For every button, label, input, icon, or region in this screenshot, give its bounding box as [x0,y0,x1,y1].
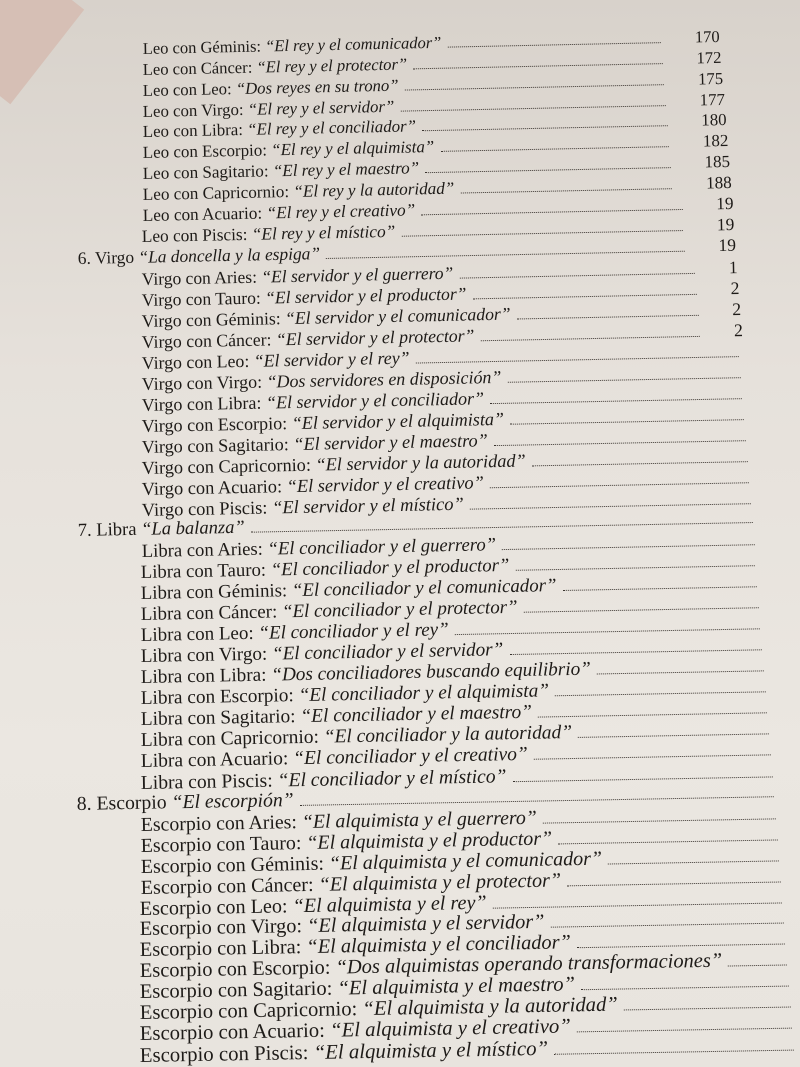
toc-entry-quote: “El conciliador y el servidor” [272,639,504,665]
toc-entry-lead: Virgo con Piscis: [141,497,268,520]
dot-leader [404,84,664,90]
toc-entry-lead: Libra con Capricornio: [140,726,320,751]
toc-entry-lead: Virgo con Virgo: [141,371,263,394]
toc-entry-quote: “El alquimista y el rey” [292,891,488,917]
toc-page-number: 175 [697,68,724,89]
dot-leader [581,986,789,991]
toc-entry-lead: Libra con Virgo: [140,643,268,668]
toc-entry-quote: “El conciliador y la autoridad” [323,721,573,748]
toc-page-number: 182 [702,131,729,151]
dot-leader [597,670,764,674]
toc-entry-quote: “El conciliador y el creativo” [292,743,528,770]
dot-leader [555,691,765,696]
toc-entry-lead: Leo con Piscis: [142,225,249,247]
toc-entry-quote: “El conciliador y el maestro” [300,701,533,728]
toc-page-number: 188 [705,173,732,193]
toc-entry-lead: Escorpio con Acuario: [139,1019,326,1046]
dot-leader [413,63,662,69]
toc-entry-lead: Libra con Leo: [140,623,255,647]
toc-entry-lead: Leo con Sagitario: [142,161,269,184]
dot-leader [326,251,685,259]
dot-leader [516,566,756,572]
toc-entry-quote: “El rey y la autoridad” [292,178,455,202]
toc-entry-quote: “El alquimista y el protector” [317,869,561,896]
dot-leader [473,294,697,300]
dot-leader [517,315,699,320]
toc-entry-quote: “El alquimista y el servidor” [307,911,546,938]
toc-entry-quote: “El servidor y el protector” [275,325,475,350]
toc-entry-lead: Libra con Tauro: [141,559,267,584]
toc-entry-lead: Virgo con Leo: [141,350,250,373]
toc-entry-quote: “El servidor y el conciliador” [265,388,485,413]
toc-entry-lead: Virgo con Sagitario: [141,433,289,457]
toc-entry-quote: “El alquimista y el guerrero” [301,806,537,833]
toc-entry-quote: “El conciliador y el productor” [270,555,510,581]
toc-page-number: 19 [717,215,735,235]
toc-entry-quote: “El rey y el alquimista” [270,137,435,160]
toc-entry-quote: “El alquimista y el creativo” [329,1015,572,1042]
toc-entry-lead: 7. Libra [77,519,137,542]
toc-entry-lead: Leo con Acuario: [142,203,262,226]
toc-entry-quote: “El alquimista y el conciliador” [306,931,572,959]
toc-entry-lead: 8. Escorpio [76,791,167,815]
toc-entry-quote: “El conciliador y el comunicador” [292,575,558,602]
toc-entry-lead: Libra con Géminis: [140,580,288,605]
toc-entry-quote: “El servidor y el creativo” [286,471,484,496]
dot-leader [624,1007,791,1011]
dot-leader [567,881,781,886]
toc-page-number: 19 [718,234,737,256]
toc-entry-lead: Virgo con Acuario: [141,475,282,499]
toc-entry-lead: Escorpio con Virgo: [139,915,303,941]
toc-entry-lead: Escorpio con Piscis: [139,1041,309,1067]
toc-entry-lead: Leo con Leo: [142,78,232,100]
toc-entry-lead: Libra con Aries: [141,539,263,563]
toc-entry-quote: “El rey y el servidor” [247,96,395,119]
dot-leader [510,419,744,425]
toc-page-number: 2 [730,278,740,299]
dot-leader [494,440,746,446]
toc-page-number: 180 [700,110,727,130]
dot-leader [577,1028,792,1033]
dot-leader [460,273,696,279]
dot-leader [490,398,742,404]
toc-entry-quote: “El rey y el protector” [256,54,408,77]
toc-entry-lead: Libra con Cáncer: [140,601,278,626]
toc-entry-quote: “El servidor y el productor” [265,283,467,308]
toc-entry-quote: “El alquimista y el productor” [305,827,552,854]
toc-entry-lead: Leo con Virgo: [142,99,244,121]
toc-entry-lead: Libra con Libra: [140,664,267,689]
dot-leader [563,587,757,592]
toc-entry-quote: “El escorpión” [171,788,294,814]
dot-leader [578,733,769,738]
toc-entry-lead: Virgo con Libra: [141,392,262,415]
toc-entry-quote: “El conciliador y el alquimista” [298,680,550,707]
toc-entry-lead: Leo con Capricornio: [142,182,289,205]
toc-entry-quote: “El servidor y el alquimista” [291,408,505,433]
toc-entry-quote: “El rey y el conciliador” [246,116,416,140]
toc-page-number: 2 [733,319,744,341]
toc-entry-lead: Escorpio con Aries: [140,810,297,836]
toc-page-number: 2 [732,298,742,320]
toc-entry-quote: “La balanza” [140,517,245,541]
toc-page-number: 177 [699,89,725,109]
toc-entry-lead: Leo con Géminis: [142,36,262,58]
dot-leader [577,944,785,949]
dot-leader [554,1050,794,1055]
toc-entry-quote: “Dos servidores en disposición” [266,366,502,392]
toc-page-number: 170 [694,26,720,47]
dot-leader [447,42,661,47]
toc-entry-quote: “El rey y el maestro” [272,158,419,181]
toc-entry-lead: Libra con Escorpio: [140,685,295,710]
toc-entry-lead: Leo con Libra: [142,120,243,142]
toc-entry-quote: “El rey y el comunicador” [264,32,442,56]
toc-entry-lead: Escorpio con Tauro: [140,831,302,857]
toc-page-number: 185 [703,152,730,172]
toc-entry-quote: “El rey y el místico” [252,222,396,244]
toc-entry-lead: Virgo con Cáncer: [141,329,272,352]
toc-entry-lead: Virgo con Tauro: [141,287,262,311]
toc-page-number: 19 [715,194,734,214]
toc-entry-lead: Escorpio con Géminis: [140,852,324,878]
dot-leader [532,461,748,466]
toc-entry-quote: “La doncella y la espiga” [138,243,321,267]
toc-entry-quote: “Dos conciliadores buscando equilibrio” [271,658,592,686]
toc-entry-lead: Libra con Sagitario: [140,706,296,730]
toc-entry-quote: “Dos alquimistas operando transformaciones” [335,949,723,979]
toc-entry-quote: “El servidor y el comunicador” [285,303,511,329]
toc-entry-lead: Escorpio con Leo: [140,894,289,920]
dot-leader [524,608,759,613]
dot-leader [490,482,749,488]
toc-entry-quote: “El servidor y el maestro” [293,429,488,454]
toc-entry-quote: “El servidor y el místico” [271,493,464,517]
toc-entry-lead: 6. Virgo [77,247,135,269]
dot-leader [729,965,788,967]
toc-entry-quote: “El conciliador y el místico” [277,765,507,792]
dot-leader [422,126,667,132]
toc-entry-quote: “El conciliador y el rey” [258,619,450,644]
toc-entry-quote: “El servidor y la autoridad” [315,450,526,475]
toc-entry-lead: Leo con Cáncer: [142,57,253,79]
toc-page-number: 172 [696,47,722,68]
dot-leader [400,105,665,112]
toc-entry-lead: Virgo con Aries: [141,266,258,290]
dot-leader [507,377,740,383]
toc-entry-quote: “El conciliador y el protector” [282,597,519,623]
toc-entry-lead: Escorpio con Capricornio: [139,998,358,1025]
toc-entry-quote: “El alquimista y la autoridad” [362,993,619,1021]
dot-leader [440,147,669,153]
dot-leader [608,860,779,864]
dot-leader [543,818,776,823]
dot-leader [425,167,670,173]
dot-leader [502,545,754,551]
toc-entry-lead: Libra con Acuario: [140,748,289,772]
dot-leader [509,649,762,655]
toc-entry-lead: Virgo con Capricornio: [141,454,311,478]
toc-entry-lead: Escorpio con Escorpio: [139,956,331,983]
toc-entry-lead: Escorpio con Cáncer: [140,873,314,899]
toc-entry-quote: “El rey y el creativo” [265,200,415,223]
toc-entry-quote: “El servidor y el guerrero” [261,262,454,287]
toc-entry-lead: Virgo con Géminis: [141,308,282,331]
toc-entry-quote: “Dos reyes en su trono” [235,75,399,98]
dot-leader [421,209,682,215]
toc-entry-quote: “El servidor y el rey” [253,347,410,371]
toc-entry-quote: “El alquimista y el místico” [313,1037,549,1065]
dot-leader [534,754,771,759]
toc-entry-quote: “El alquimista y el maestro” [337,973,576,1000]
dot-leader [460,188,672,193]
toc-entry-lead: Libra con Piscis: [140,769,273,794]
dot-leader [558,839,777,844]
toc-entry-lead: Escorpio con Libra: [139,936,302,962]
toc-page-number: 1 [729,257,739,278]
dot-leader [481,336,701,341]
dot-leader [538,712,767,717]
toc-entry-quote: “El conciliador y el guerrero” [266,534,496,560]
toc-entry-quote: “El alquimista y el comunicador” [328,847,602,875]
toc-entry-lead: Virgo con Escorpio: [141,412,288,436]
toc-entry-lead: Leo con Escorpio: [142,140,267,163]
toc-entry-lead: Escorpio con Sagitario: [139,977,333,1004]
